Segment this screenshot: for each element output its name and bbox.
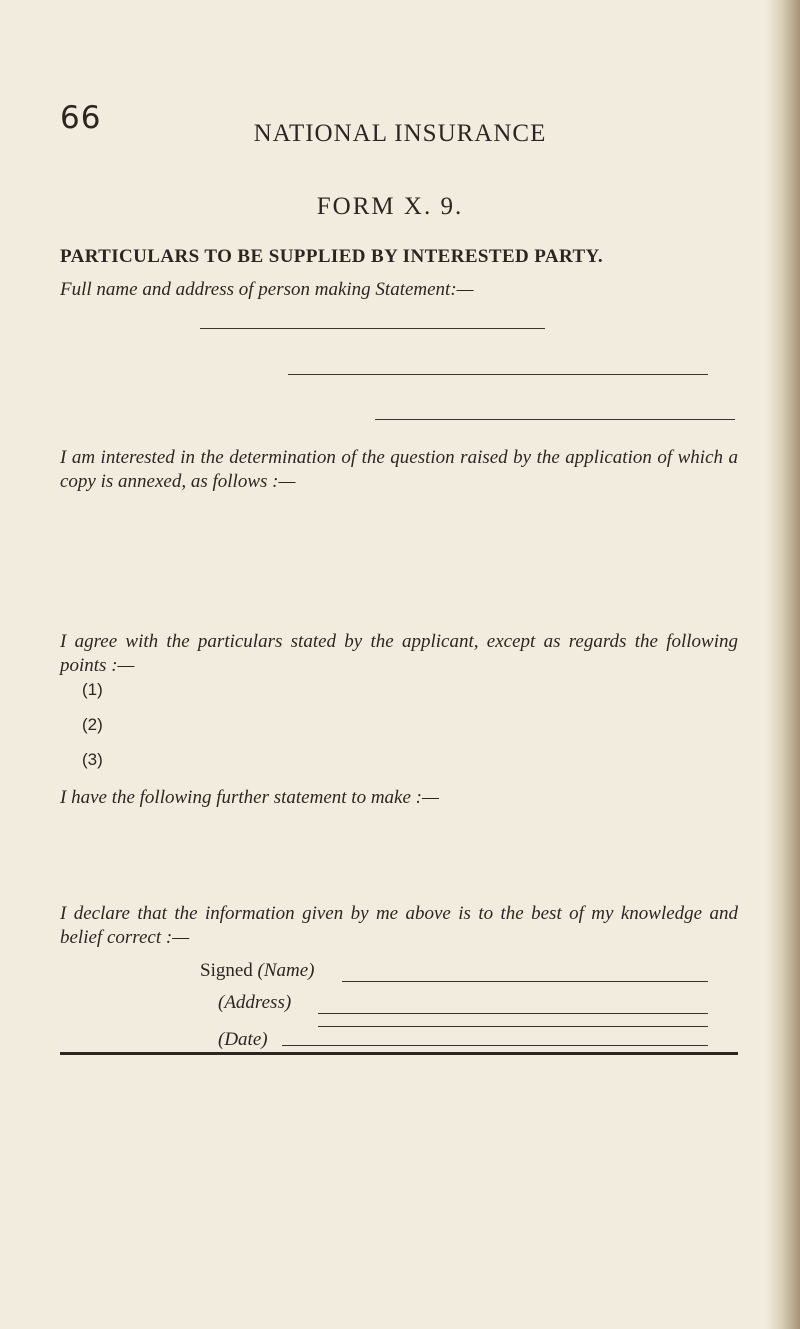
interest-statement: I am interested in the determination of the question raised by the application of which a copy is annexed, as follows :—: [60, 447, 738, 492]
page-number: 66: [60, 100, 102, 136]
address-label: (Address): [218, 992, 292, 1013]
signature-name-row: [200, 960, 315, 982]
signature-date-line[interactable]: [282, 1045, 708, 1046]
bottom-rule: [60, 1052, 738, 1055]
signature-address-line-1[interactable]: [318, 1013, 708, 1014]
signature-address-row: [218, 992, 291, 1014]
signed-prefix: Signed: [200, 960, 258, 981]
point-1: (1): [82, 680, 103, 699]
name-address-label: Full name and address of person making Statement:—: [60, 279, 474, 300]
agree-statement: I agree with the particulars stated by the applicant, except as regards the following points :—: [60, 631, 738, 676]
name-address-blank-line-3[interactable]: [375, 419, 735, 420]
point-3: (3): [82, 750, 103, 769]
signature-date-row: [218, 1029, 268, 1051]
form-title: FORM X. 9.: [316, 193, 464, 220]
signature-address-line-2[interactable]: [318, 1026, 708, 1027]
point-2: (2): [82, 715, 103, 734]
running-head: NATIONAL INSURANCE: [253, 120, 547, 147]
declaration-statement: I declare that the information given by me above is to the best of my knowledge and belief correct :—: [60, 903, 738, 948]
signature-name-line[interactable]: [342, 981, 708, 982]
name-label: (Name): [257, 960, 315, 981]
name-address-blank-line-1[interactable]: [200, 328, 545, 329]
further-statement: I have the following further statement to make :—: [60, 787, 439, 808]
name-address-blank-line-2[interactable]: [288, 374, 708, 375]
form-subtitle: PARTICULARS TO BE SUPPLIED BY INTERESTED PARTY.: [60, 246, 604, 267]
date-label: (Date): [218, 1029, 268, 1050]
